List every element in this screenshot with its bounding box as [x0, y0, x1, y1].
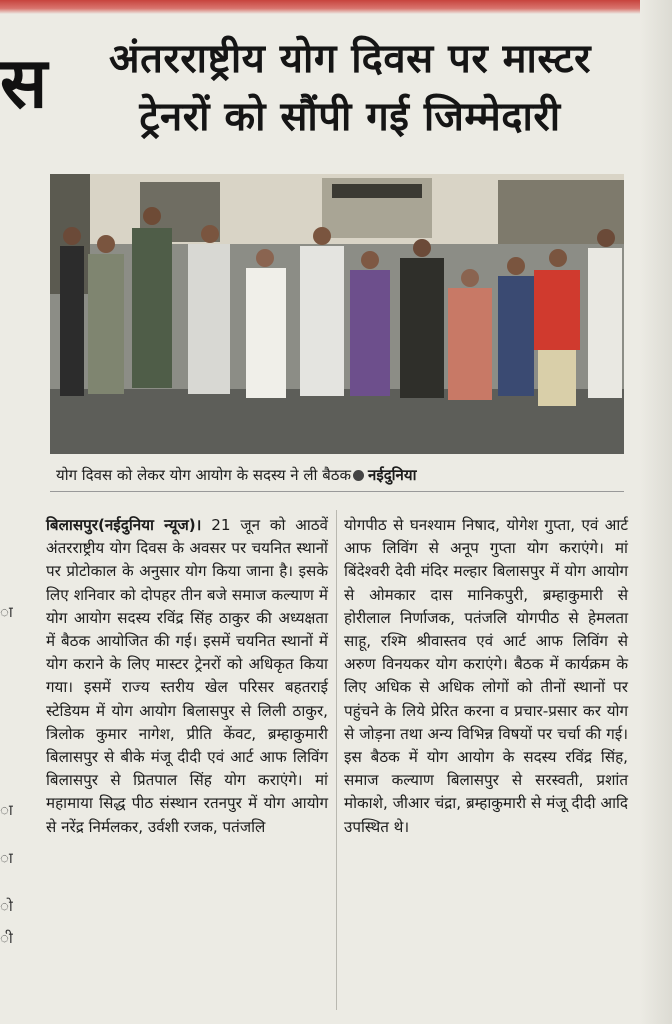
article-column-left — [46, 514, 328, 839]
adjacent-page-edge — [640, 0, 672, 1024]
margin-fragment: ा — [0, 603, 13, 621]
group-photo — [50, 174, 624, 454]
adjacent-headline-fragment: स — [0, 38, 26, 128]
dateline: बिलासपुर(नईदुनिया न्यूज)। — [46, 516, 202, 534]
headline-line-2: ट्रेनरों को सौंपी गई जिम्मेदारी — [139, 94, 561, 140]
article-column-right — [344, 514, 628, 839]
article-body-right: योगपीठ से घनश्याम निषाद, योगेश गुप्ता, एवं आर्ट आफ लिविंग से अनूप गुप्ता योग कराएंगे। मां बिंदेश्वरी देवी मंदिर मल्हार बिलासपुर में योग आयोग से ओमकार दास मानिकपुरी, ब्रम्हाकुमारी से होरीलाल निर्णाजक, पतंजलि योगपीठ से हेमलता साहू, रश्मि श्रीवास्तव एवं आर्ट आफ लिविंग से अरुण विनयकर योग कराएंगे। बैठक में कार्यक्रम के लिए अधिक से अधिक लोगों को तीनों स्थानों पर पहुंचने के लिये प्रेरित करना व प्रचार-प्रसार कर योग से जोड़ना तथा अन्य विभिन्न विषयों पर चर्चा की गई। इस बैठक में योग आयोग के सदस्य रविंद्र सिंह, समाज कल्याण बिलासपुर से सरस्वती, प्रशांत मोकाशे, जीआर चंद्रा, ब्रम्हाकुमारी से मंजू दीदी आदि उपस्थित थे। — [344, 516, 628, 836]
article-body-left: 21 जून को आठवें अंतरराष्ट्रीय योग दिवस के अवसर पर चयनित स्थानों पर प्रोटोकाल के अनुसार योग किया जाना है। इसके लिए शनिवार को दोपहर तीन बजे समाज कल्याण में योग आयोग सदस्य रविंद्र सिंह ठाकुर की अध्यक्षता में बैठक आयोजित की गई। इसमें चयनित स्थानों में योग कराने के लिए मास्टर ट्रेनरों को अधिकृत किया गया। इसमें राज्य स्तरीय खेल परिसर बहतराई स्टेडियम में योग आयोग बिलासपुर से लिली ठाकुर, त्रिलोक कुमार नागेश, प्रीति केंवट, ब्रम्हाकुमारी बिलासपुर से बीके मंजू दीदी एवं आर्ट आफ लिविंग बिलासपुर से प्रितपाल सिंह योग कराएंगे। मां महामाया सिद्ध पीठ संस्थान रतनपुर में योग आयोग से नरेंद्र निर्मलकर, उर्वशी रजक, पतंजलि — [46, 516, 328, 836]
margin-fragment: ा — [0, 801, 13, 819]
top-color-band — [0, 0, 672, 14]
headline — [40, 30, 660, 146]
headline-line-1: अंतरराष्ट्रीय योग दिवस पर मास्टर — [109, 36, 591, 82]
margin-fragment: ो — [0, 897, 13, 915]
bullet-icon — [353, 470, 364, 481]
caption-text: योग दिवस को लेकर योग आयोग के सदस्य ने ली बैठक — [56, 466, 352, 484]
group-photo-icon — [50, 174, 624, 454]
caption-brand: नईदुनिया — [368, 466, 417, 484]
margin-fragment: ी — [0, 929, 13, 947]
margin-fragment: ा — [0, 849, 13, 867]
column-divider — [336, 510, 337, 1010]
photo-caption — [50, 458, 624, 492]
